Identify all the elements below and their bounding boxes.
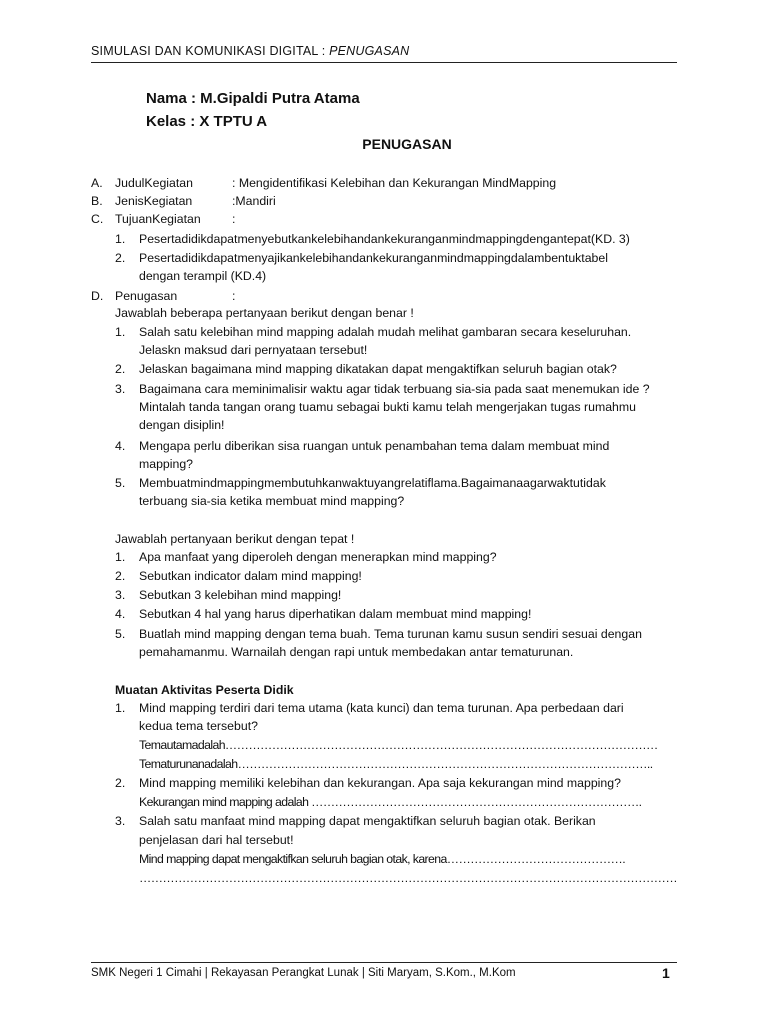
- info-d-label: Penugasan: [115, 289, 178, 303]
- s3-q3-answer: Mind mapping dapat mengaktifkan seluruh bagian otak, karena……………………………………….: [139, 852, 626, 866]
- s2-q1-line1: Apa manfaat yang diperoleh dengan menerapkan mind mapping?: [139, 550, 497, 564]
- s2-q5-num: 5.: [115, 627, 126, 641]
- section3-title: Muatan Aktivitas Peserta Didik: [115, 683, 294, 697]
- s1-q1-num: 1.: [115, 325, 126, 339]
- page-number: 1: [662, 965, 670, 981]
- s1-q3-line1: Bagaimana cara meminimalisir waktu agar tidak terbuang sia-sia pada saat menemukan ide ?: [139, 382, 650, 396]
- header-divider: [91, 62, 677, 63]
- s2-q4-num: 4.: [115, 607, 126, 621]
- objective-1-text: Pesertadidikdapatmenyebutkankelebihandankekuranganmindmappingdengantepat(KD. 3): [139, 232, 630, 246]
- page-header: [91, 44, 677, 58]
- s3-q1-line2: kedua tema tersebut?: [139, 719, 258, 733]
- info-c-value: :: [232, 212, 236, 226]
- student-name: Nama : M.Gipaldi Putra Atama: [146, 90, 360, 107]
- s3-q3-line1: Salah satu manfaat mind mapping dapat mengaktifkan seluruh bagian otak. Berikan: [139, 814, 596, 828]
- s3-q1-answer-main: Temautamadalah…………………………………………………………………………………………………: [139, 738, 658, 752]
- s2-q5-line1: Buatlah mind mapping dengan tema buah. Tema turunan kamu susun sendiri sesuai dengan: [139, 627, 642, 641]
- s1-q3-num: 3.: [115, 382, 126, 396]
- info-d-letter: D.: [91, 289, 104, 303]
- document-title: PENUGASAN: [362, 136, 452, 152]
- s1-q1-line1: Salah satu kelebihan mind mapping adalah mudah melihat gambaran secara keseluruhan.: [139, 325, 632, 339]
- s1-q2-line1: Jelaskan bagaimana mind mapping dikatakan dapat mengaktifkan seluruh bagian otak?: [139, 362, 617, 376]
- s3-q1-answer-sub: Tematurunanadalah……………………………………………………………………………………………..: [139, 757, 653, 771]
- s3-q1-line1: Mind mapping terdiri dari tema utama (kata kunci) dan tema turunan. Apa perbedaan dari: [139, 701, 624, 715]
- s2-q2-num: 2.: [115, 569, 126, 583]
- s3-q2-answer: Kekurangan mind mapping adalah ………………………………………………………………………….: [139, 795, 642, 809]
- s1-q2-num: 2.: [115, 362, 126, 376]
- s3-q2-line1: Mind mapping memiliki kelebihan dan kekurangan. Apa saja kekurangan mind mapping?: [139, 776, 621, 790]
- s2-q3-line1: Sebutkan 3 kelebihan mind mapping!: [139, 588, 342, 602]
- s2-q2-line1: Sebutkan indicator dalam mind mapping!: [139, 569, 362, 583]
- info-a-label: JudulKegiatan: [115, 176, 193, 190]
- objective-2-text: Pesertadidikdapatmenyajikankelebihandankekuranganmindmappingdalambentuktabel: [139, 251, 608, 265]
- section2-intro: Jawablah pertanyaan berikut dengan tepat !: [115, 532, 355, 546]
- section-title: PENUGASAN: [329, 44, 410, 58]
- info-d-value: :: [232, 289, 236, 303]
- info-b-label: JenisKegiatan: [115, 194, 193, 208]
- info-a-value: : Mengidentifikasi Kelebihan dan Kekurangan MindMapping: [232, 176, 557, 190]
- s1-q3-line3: dengan disiplin!: [139, 418, 225, 432]
- s1-q5-line2: terbuang sia-sia ketika membuat mind mapping?: [139, 494, 405, 508]
- objective-2-cont: dengan terampil (KD.4): [139, 269, 267, 283]
- info-b-letter: B.: [91, 194, 103, 208]
- s2-q1-num: 1.: [115, 550, 126, 564]
- s2-q4-line1: Sebutkan 4 hal yang harus diperhatikan dalam membuat mind mapping!: [139, 607, 532, 621]
- objective-1-num: 1.: [115, 232, 126, 246]
- info-b-value: :Mandiri: [232, 194, 276, 208]
- s1-q4-line1: Mengapa perlu diberikan sisa ruangan untuk penambahan tema dalam membuat mind: [139, 439, 610, 453]
- s2-q3-num: 3.: [115, 588, 126, 602]
- s1-q4-num: 4.: [115, 439, 126, 453]
- footer-divider: [91, 962, 677, 963]
- s3-q2-num: 2.: [115, 776, 126, 790]
- objective-2-num: 2.: [115, 251, 126, 265]
- info-c-letter: C.: [91, 212, 104, 226]
- s1-q1-line2: Jelaskn maksud dari pernyataan tersebut!: [139, 343, 368, 357]
- s1-q4-line2: mapping?: [139, 457, 194, 471]
- s1-q3-line2: Mintalah tanda tangan orang tuamu sebagai bukti kamu telah mengerjakan tugas rumahmu: [139, 400, 636, 414]
- student-class: Kelas : X TPTU A: [146, 113, 268, 130]
- s1-q5-num: 5.: [115, 476, 126, 490]
- s3-q3-answer-cont: …………………………………………………………………………………………………………………………: [139, 871, 678, 885]
- s1-q5-line1: Membuatmindmappingmembutuhkanwaktuyangrelatiflama.Bagaimanaagarwaktutidak: [139, 476, 606, 490]
- footer-text: SMK Negeri 1 Cimahi | Rekayasan Perangkat Lunak | Siti Maryam, S.Kom., M.Kom: [91, 967, 516, 979]
- s2-q5-line2: pemahamanmu. Warnailah dengan rapi untuk membedakan antar tematurunan.: [139, 645, 574, 659]
- info-c-label: TujuanKegiatan: [115, 212, 201, 226]
- course-title: SIMULASI DAN KOMUNIKASI DIGITAL :: [91, 44, 330, 58]
- s3-q3-num: 3.: [115, 814, 126, 828]
- s3-q3-line2: penjelasan dari hal tersebut!: [139, 833, 294, 847]
- section1-intro: Jawablah beberapa pertanyaan berikut dengan benar !: [115, 306, 414, 320]
- info-a-letter: A.: [91, 176, 103, 190]
- s3-q1-num: 1.: [115, 701, 126, 715]
